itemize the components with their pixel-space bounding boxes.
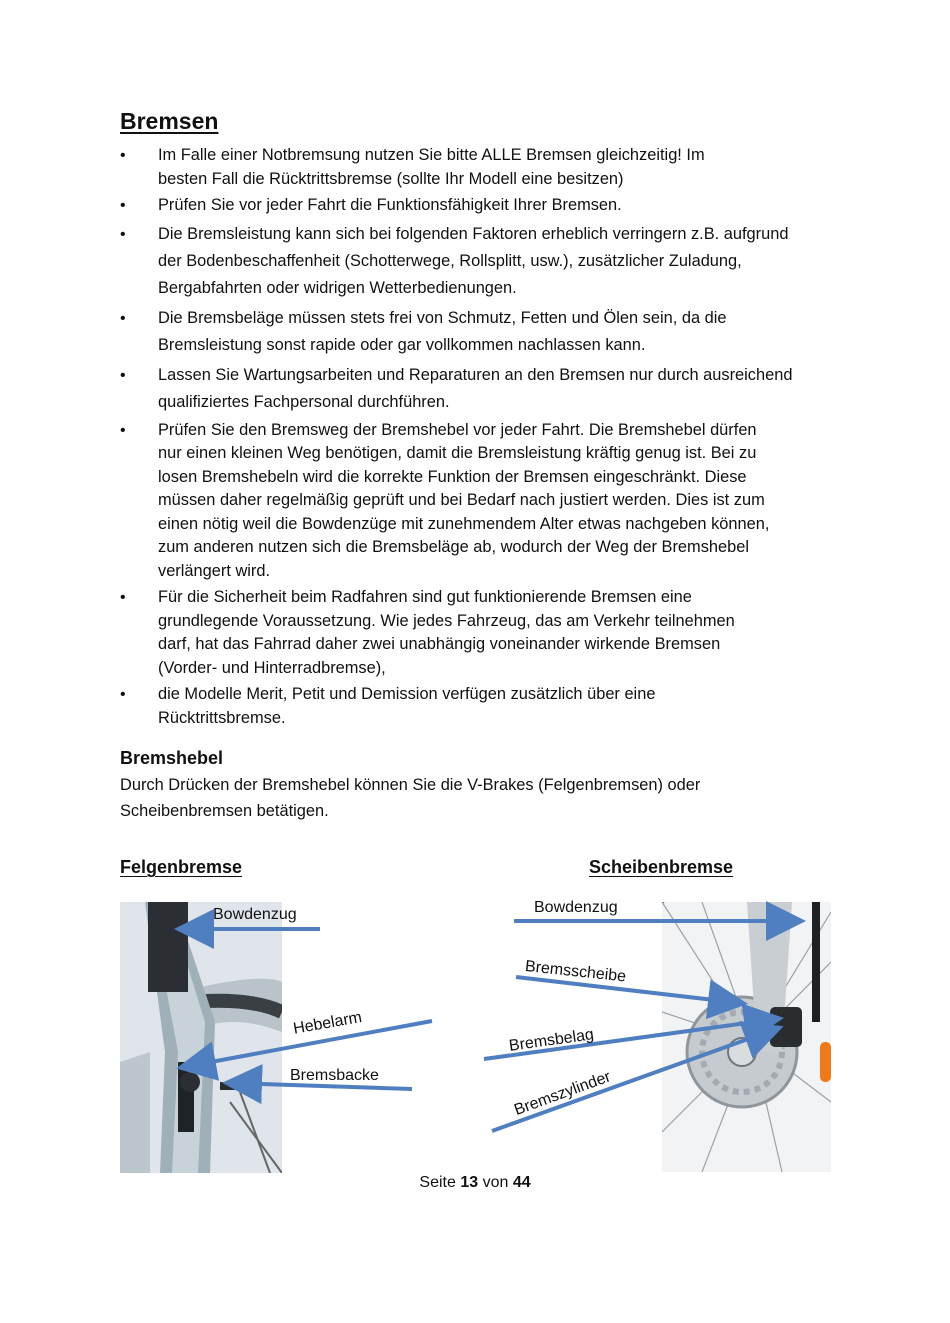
- label-bremsbelag: Bremsbelag: [508, 1026, 595, 1055]
- footer-prefix: Seite: [419, 1174, 456, 1191]
- subsection-heading: Bremshebel: [120, 748, 224, 768]
- bullet-item: [120, 305, 840, 359]
- label-bremsscheibe: Bremsscheibe: [524, 958, 627, 986]
- section-heading: Bremsen: [120, 108, 219, 134]
- arrow-bremsscheibe: [516, 977, 740, 1003]
- label-bremszylinder: Bremszylinder: [512, 1068, 614, 1119]
- bullet-line: darf, hat das Fahrrad daher zwei unabhängig voneinander wirkende Bremsen: [158, 635, 721, 653]
- bullet-line: müssen daher regelmäßig geprüft und bei Bedarf nach justiert werden. Dies ist zum: [158, 491, 765, 509]
- bullet-line: einen nötig weil die Bowdenzüge mit zunehmendem Alter etwas nachgeben können,: [158, 514, 770, 533]
- rim-brake-title: Felgenbremse: [120, 857, 243, 877]
- bullet-item: [120, 419, 840, 584]
- bullet-item: [120, 221, 840, 302]
- intro-paragraph: [120, 772, 820, 824]
- bullet-line: der Bodenbeschaffenheit (Schotterwege, Rollsplitt, usw.), zusätzlicher Zuladung,: [158, 251, 742, 270]
- bullet-line: • Prüfen Sie vor jeder Fahrt die Funktionsfähigkeit Ihrer Bremsen.: [158, 196, 622, 214]
- page-footer: [0, 1174, 950, 1192]
- bullet-line: zum anderen nutzen sich die Bremsbeläge ab, wodurch der Weg der Bremshebel: [158, 538, 749, 556]
- bullet-line: Rücktrittsbremse.: [158, 708, 286, 727]
- current-page: 13: [460, 1174, 479, 1191]
- bullet-line: • Prüfen Sie den Bremsweg der Bremshebel vor jeder Fahrt. Die Bremshebel dürfen: [158, 420, 757, 439]
- bullet-line: • Lassen Sie Wartungsarbeiten und Reparaturen an den Bremsen nur durch ausreichend: [158, 365, 793, 384]
- bullet-item: [120, 683, 840, 730]
- bullet-line: (Vorder- und Hinterradbremse),: [158, 658, 386, 677]
- label-bowdenzug-left: Bowdenzug: [213, 906, 297, 923]
- bullet-line: Bremsleistung sonst rapide oder gar vollkommen nachlassen kann.: [158, 335, 646, 354]
- bullet-line: nur einen kleinen Weg benötigen, damit die Bremsleistung kräftig genug ist. Bei zu: [158, 444, 757, 462]
- label-bowdenzug-right: Bowdenzug: [534, 899, 618, 916]
- bullet-line: qualifiziertes Fachpersonal durchführen.: [158, 392, 450, 411]
- bullet-line: • Die Bremsleistung kann sich bei folgenden Faktoren erheblich verringern z.B. aufgrund: [158, 224, 789, 243]
- bullet-line: Bergabfahrten oder widrigen Wetterbedienungen.: [158, 278, 517, 297]
- total-pages: 44: [512, 1174, 531, 1191]
- bullet-line: grundlegende Voraussetzung. Wie jedes Fahrzeug, das am Verkehr teilnehmen: [158, 611, 735, 630]
- bullet-item: [120, 194, 840, 218]
- disc-brake-title: Scheibenbremse: [589, 857, 734, 877]
- bullet-item: [120, 144, 840, 191]
- rim-brake-arrows: [120, 895, 450, 1185]
- bullet-line: besten Fall die Rücktrittsbremse (sollte Ihr Modell eine besitzen): [158, 169, 624, 188]
- paragraph-line: Scheibenbremsen betätigen.: [120, 802, 329, 820]
- bullet-line: losen Bremshebeln wird die korrekte Funktion der Bremsen eingeschränkt. Diese: [158, 467, 747, 486]
- paragraph-line: Durch Drücken der Bremshebel können Sie die V-Brakes (Felgenbremsen) oder: [120, 776, 701, 794]
- bullet-line: • Die Bremsbeläge müssen stets frei von Schmutz, Fetten und Ölen sein, da die: [158, 308, 727, 327]
- bullet-line: verlängert wird.: [158, 561, 271, 580]
- bullet-line: • Für die Sicherheit beim Radfahren sind gut funktionierende Bremsen eine: [158, 588, 692, 606]
- bullet-list: [120, 144, 840, 733]
- footer-middle: von: [482, 1174, 509, 1191]
- label-bremsbacke: Bremsbacke: [290, 1067, 379, 1084]
- label-hebelarm: Hebelarm: [292, 1008, 364, 1038]
- bullet-line: • die Modelle Merit, Petit und Demission verfügen zusätzlich über eine: [158, 685, 656, 703]
- bullet-line: • Im Falle einer Notbremsung nutzen Sie bitte ALLE Bremsen gleichzeitig! Im: [158, 146, 705, 164]
- bullet-item: [120, 362, 840, 416]
- bullet-item: [120, 586, 840, 680]
